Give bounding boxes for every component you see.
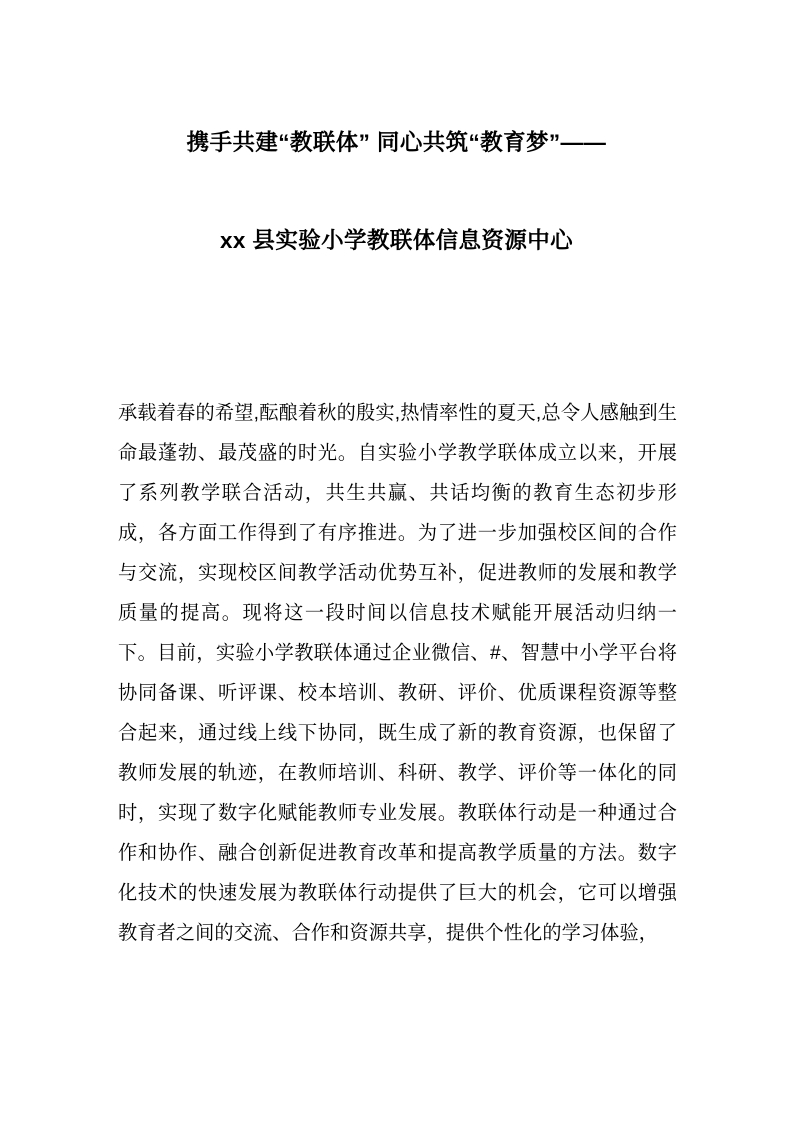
document-title-line-1: 携手共建“教联体” 同心共筑“教育梦”——: [186, 130, 607, 155]
document-title-block: [0, 118, 793, 266]
document-title-line-2: xx 县实验小学教联体信息资源中心: [219, 228, 574, 253]
document-body: [118, 394, 677, 954]
body-paragraph-1: 承载着春的希望,酝酿着秋的殷实,热情率性的夏天,总令人感触到生命最蓬勃、最茂盛的时光。自实验小学教学联体成立以来，开展了系列教学联合活动，共生共赢、共话均衡的教育生态初步形成，各方面工作得到了有序推进。为了进一步加强校区间的合作与交流，实现校区间教学活动优势互补，促进教师的发展和教学质量的提高。现将这一段时间以信息技术赋能开展活动归纳一下。目前，实验小学教联体通过企业微信、#、智慧中小学平台将协同备课、听评课、校本培训、教研、评价、优质课程资源等整合起来，通过线上线下协同，既生成了新的教育资源，也保留了教师发展的轨迹，在教师培训、科研、教学、评价等一体化的同时，实现了数字化赋能教师专业发展。教联体行动是一种通过合作和协作、融合创新促进教育改革和提高教学质量的方法。数字化技术的快速发展为教联体行动提供了巨大的机会，它可以增强教育者之间的交流、合作和资源共享，提供个性化的学习体验，: [118, 403, 677, 944]
